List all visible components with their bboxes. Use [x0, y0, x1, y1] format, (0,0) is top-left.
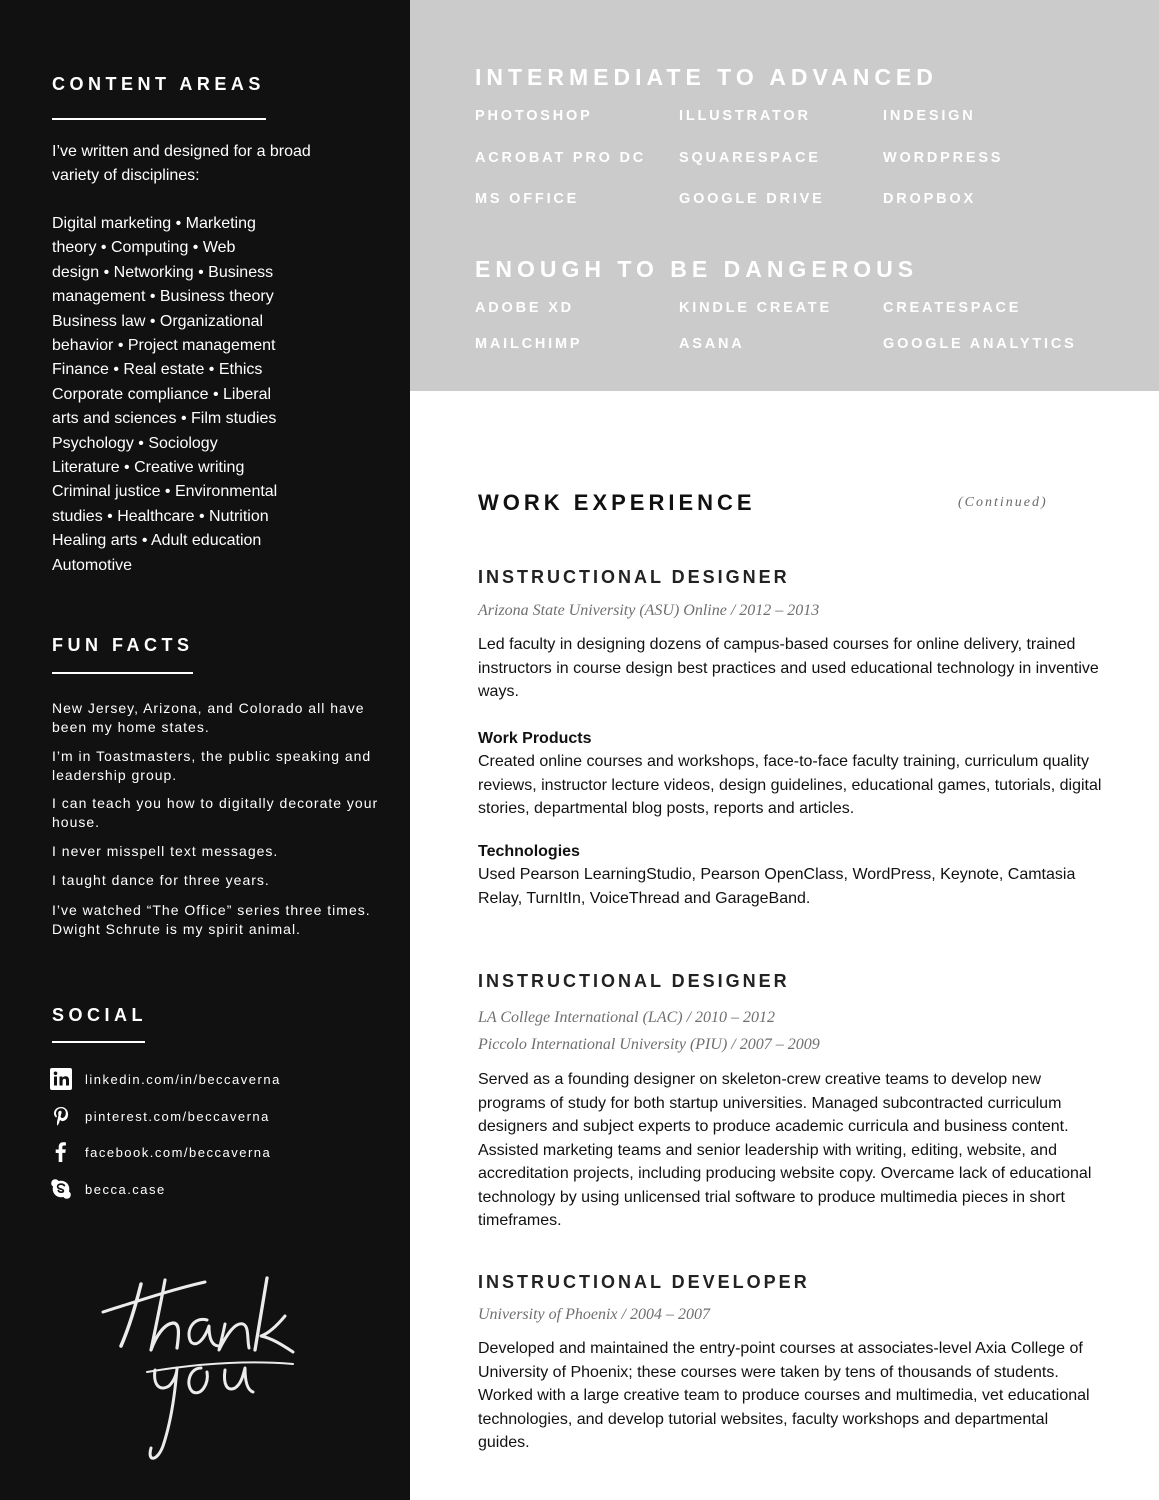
- skill-item: SQUARESPACE: [679, 150, 821, 166]
- job-title: INSTRUCTIONAL DESIGNER: [478, 567, 790, 587]
- fun-fact: I taught dance for three years.: [52, 872, 270, 888]
- technologies-heading: Technologies: [478, 842, 580, 860]
- social-link-pinterest[interactable]: [50, 1103, 270, 1129]
- pinterest-icon: [50, 1105, 72, 1127]
- work-products-text: Created online courses and workshops, face-to-face faculty training, curriculum quality reviews, instructor lecture videos, design guidelines, educational games, tutorials, digital stories, departmental blog posts, reports and articles.: [478, 753, 1102, 817]
- skill-item: MS OFFICE: [475, 191, 580, 207]
- social-heading: SOCIAL: [52, 1005, 148, 1025]
- skype-link-text[interactable]: becca.case: [85, 1181, 166, 1197]
- skills-group-heading: ENOUGH TO BE DANGEROUS: [475, 256, 919, 282]
- skill-item: GOOGLE ANALYTICS: [883, 336, 1077, 352]
- job-employer-dates: Piccolo International University (PIU) / 2007 – 2009: [478, 1036, 820, 1053]
- skill-item: KINDLE CREATE: [679, 300, 832, 316]
- disciplines-line: studies • Healthcare • Nutrition: [52, 507, 269, 525]
- fun-fact: I’ve watched “The Office” series three times. Dwight Schrute is my spirit animal.: [52, 902, 371, 937]
- skill-item: INDESIGN: [883, 108, 976, 124]
- disciplines-line: Automotive: [52, 556, 133, 574]
- job-description: Served as a founding designer on skeleton-crew creative teams to develop new programs of study for both startup universities. Managed subcontracted curriculum designers and subject experts to produce academic curricula and business content. Assisted marketing teams and senior leadership with writing, editing, website, and accreditation projects, including producing website copy. Overcame lack of educational technology by using unlicensed trial software to produce multimedia pieces in short timeframes.: [478, 1071, 1092, 1229]
- job-title: INSTRUCTIONAL DEVELOPER: [478, 1272, 810, 1292]
- job-description: Led faculty in designing dozens of campus-based courses for online delivery, trained instructors in course design best practices and used educational technology in inventive ways.: [478, 636, 1099, 700]
- skill-item: PHOTOSHOP: [475, 108, 593, 124]
- pinterest-link-text[interactable]: pinterest.com/beccaverna: [85, 1108, 270, 1124]
- disciplines-line: Healing arts • Adult education: [52, 532, 262, 550]
- skype-icon: [50, 1178, 72, 1200]
- social-link-skype[interactable]: [50, 1176, 166, 1202]
- job-details: [478, 633, 1103, 910]
- job-details: [478, 1337, 1103, 1455]
- disciplines-line: management • Business theory: [52, 288, 274, 306]
- fun-facts-heading: FUN FACTS: [52, 635, 194, 655]
- thank-you-signature: [95, 1268, 325, 1468]
- skills-group-heading: INTERMEDIATE TO ADVANCED: [475, 64, 938, 90]
- fun-fact: I can teach you how to digitally decorate your house.: [52, 795, 379, 830]
- disciplines-line: arts and sciences • Film studies: [52, 410, 277, 428]
- skill-item: ILLUSTRATOR: [679, 108, 811, 124]
- disciplines-line: Criminal justice • Environmental: [52, 483, 278, 501]
- skill-item: GOOGLE DRIVE: [679, 191, 825, 207]
- skill-item: ACROBAT PRO DC: [475, 150, 647, 166]
- skill-item: ADOBE XD: [475, 300, 574, 316]
- skill-item: MAILCHIMP: [475, 336, 583, 352]
- disciplines-line: Psychology • Sociology: [52, 434, 218, 452]
- disciplines-line: Corporate compliance • Liberal: [52, 385, 272, 403]
- disciplines-line: theory • Computing • Web: [52, 239, 236, 257]
- disciplines-line: Finance • Real estate • Ethics: [52, 361, 263, 379]
- facebook-icon: [50, 1141, 72, 1163]
- social-link-linkedin[interactable]: [50, 1066, 281, 1092]
- skills-panel: [410, 0, 1159, 391]
- work-experience-heading: WORK EXPERIENCE: [478, 490, 756, 515]
- content-areas-heading: CONTENT AREAS: [52, 74, 265, 94]
- fun-fact: I never misspell text messages.: [52, 843, 279, 859]
- disciplines-line: Digital marketing • Marketing: [52, 215, 256, 232]
- facebook-link-text[interactable]: facebook.com/beccaverna: [85, 1144, 272, 1160]
- social-divider: [52, 1041, 145, 1043]
- job-description: Developed and maintained the entry-point courses at associates-level Axia College of University of Phoenix; these courses were taken by tens of thousands of students. Worked with a large creative team to produce courses and multimedia, vet educational technologies, and develop tutorial websites, faculty workshops and departmental guides.: [478, 1340, 1090, 1451]
- job-employer-dates: Arizona State University (ASU) Online / 2012 – 2013: [478, 602, 820, 619]
- content-areas-intro: I’ve written and designed for a broad variety of disciplines:: [52, 143, 311, 185]
- linkedin-icon: [50, 1068, 72, 1090]
- job-details: [478, 1068, 1103, 1233]
- social-link-facebook[interactable]: [50, 1139, 271, 1165]
- disciplines-line: design • Networking • Business: [52, 263, 274, 281]
- skill-item: ASANA: [679, 336, 745, 352]
- skill-item: DROPBOX: [883, 191, 976, 207]
- linkedin-link-text[interactable]: linkedin.com/in/beccaverna: [85, 1071, 281, 1087]
- job-title: INSTRUCTIONAL DESIGNER: [478, 971, 790, 991]
- skill-item: CREATESPACE: [883, 300, 1022, 316]
- job-employer-dates: LA College International (LAC) / 2010 – 2012: [478, 1009, 776, 1026]
- disciplines-line: Literature • Creative writing: [52, 459, 245, 477]
- disciplines-line: behavior • Project management: [52, 337, 276, 355]
- technologies-text: Used Pearson LearningStudio, Pearson OpenClass, WordPress, Keynote, Camtasia Relay, TurnItIn, VoiceThread and GarageBand.: [478, 866, 1076, 907]
- fun-fact: New Jersey, Arizona, and Colorado all have been my home states.: [52, 700, 365, 735]
- disciplines-line: Business law • Organizational: [52, 312, 264, 330]
- continued-label: (Continued): [958, 495, 1048, 510]
- skill-item: WORDPRESS: [883, 150, 1004, 166]
- disciplines-list: [52, 212, 322, 578]
- fun-fact: I’m in Toastmasters, the public speaking and leadership group.: [52, 748, 372, 783]
- content-areas-divider: [52, 118, 266, 120]
- fun-facts-divider: [52, 672, 193, 674]
- sidebar: [0, 0, 410, 1500]
- work-products-heading: Work Products: [478, 729, 592, 747]
- job-employer-dates: University of Phoenix / 2004 – 2007: [478, 1306, 710, 1323]
